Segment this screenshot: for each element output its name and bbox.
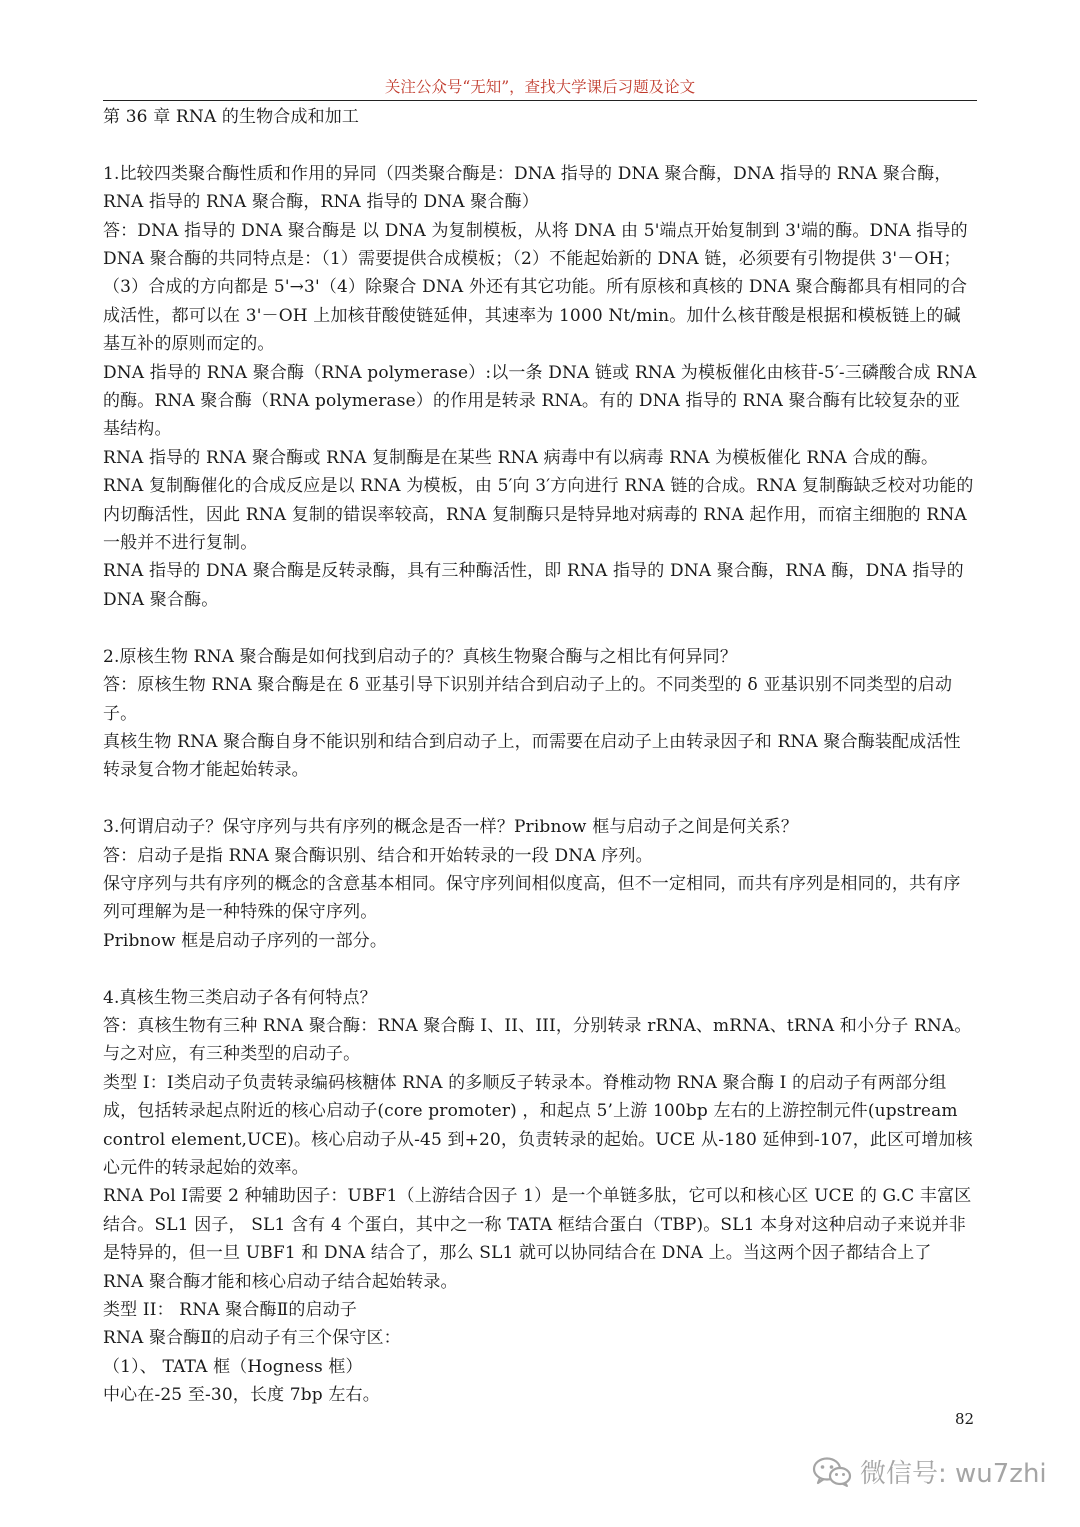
page-header: 关注公众号“无知”，查找大学课后习题及论文 [384,78,696,96]
answer-4-para-1: 答：真核生物有三种 RNA 聚合酶：RNA 聚合酶 I、II、III，分别转录 rRNA、mRNA、tRNA 和小分子 RNA。与之对应，有三种类型的启动子。 [103,1015,972,1065]
wechat-watermark [812,1453,1047,1490]
answer-2-para-2: 真核生物 RNA 聚合酶自身不能识别和结合到启动子上，而需要在启动子上由转录因子和 RNA 聚合酶装配成活性转录复合物才能起始转录。 [103,731,961,781]
answer-3-para-2: 保守序列与共有序列的概念的含意基本相同。保守序列间相似度高，但不一定相同，而共有序列是相同的，共有序列可理解为是一种特殊的保守序列。 [103,873,961,923]
section-gap [103,131,977,159]
answer-3-para-3: Pribnow 框是启动子序列的一部分。 [103,930,388,951]
section-1 [103,160,977,615]
answer-2-para-1: 答：原核生物 RNA 聚合酶是在 δ 亚基引导下识别并结合到启动子上的。不同类型的 δ 亚基识别不同类型的启动子。 [103,675,953,724]
answer-4-para-7: 中心在-25 至-30，长度 7bp 左右。 [103,1385,380,1406]
section-3 [103,813,977,955]
answer-1-para-2: DNA 指导的 RNA 聚合酶（RNA polymerase）:以一条 DNA 链或 RNA 为模板催化由核苷-5′-三磷酸合成 RNA 的酶。RNA 聚合酶（RNA polymerase）的作用是转录 RNA。有的 DNA 指导的 RNA 聚合酶有比较复杂的亚基结构。 [103,362,977,440]
section-gap [103,785,977,813]
section-gap [103,614,977,642]
question-2: 2.原核生物 RNA 聚合酶是如何找到启动子的？真核生物聚合酶与之相比有何异同？ [103,646,737,667]
answer-1-para-4: RNA 指导的 DNA 聚合酶是反转录酶，具有三种酶活性，即 RNA 指导的 DNA 聚合酶，RNA 酶，DNA 指导的 DNA 聚合酶。 [103,561,964,610]
header-rule [103,100,977,101]
answer-1-para-3: RNA 指导的 RNA 聚合酶或 RNA 复制酶是在某些 RNA 病毒中有以病毒 RNA 为模板催化 RNA 合成的酶。RNA 复制酶催化的合成反应是以 RNA 为模板，由 5′向 3′方向进行 RNA 链的合成。RNA 复制酶缺乏校对功能的内切酶活性，因此 RNA 复制的错误率较高，RNA 复制酶只是特异地对病毒的 RNA 起作用，而宿主细胞的 RNA 一般并不进行复制。 [103,447,974,554]
section-gap [103,955,977,983]
answer-4-para-2: 类型 I：Ⅰ类启动子负责转录编码核糖体 RNA 的多顺反子转录本。脊椎动物 RNA 聚合酶 I 的启动子有两部分组成，包括转录起点附近的核心启动子(core promoter) ，和起点 5’上游 100bp 左右的上游控制元件(upstream control element,UCE)。核心启动子从-45 到+20，负责转录的起始。UCE 从-180 延伸到-107，此区可增加核心元件的转录起始的效率。 [103,1072,973,1178]
answer-3-para-1: 答：启动子是指 RNA 聚合酶识别、结合和开始转录的一段 DNA 序列。 [103,845,653,866]
section-4 [103,984,977,1410]
section-2 [103,643,977,785]
answer-4-para-5: RNA 聚合酶Ⅱ的启动子有三个保守区： [103,1328,401,1349]
question-3: 3.何谓启动子？保守序列与共有序列的概念是否一样？Pribnow 框与启动子之间是何关系？ [103,817,798,838]
answer-4-para-3: RNA Pol Ⅰ需要 2 种辅助因子：UBF1（上游结合因子 1）是一个单链多肽，它可以和核心区 UCE 的 G.C 丰富区结合。SL1 因子， SL1 含有 4 个蛋白，其中之一称 TATA 框结合蛋白（TBP)。SL1 本身对这种启动子来说并非是特异的，但一旦 UBF1 和 DNA 结合了，那么 SL1 就可以协同结合在 DNA 上。当这两个因子都结合上了 RNA 聚合酶才能和核心启动子结合起始转录。 [103,1186,972,1292]
chapter-title: 第 36 章 RNA 的生物合成和加工 [103,107,360,127]
question-4: 4.真核生物三类启动子各有何特点？ [103,987,377,1008]
answer-1-para-1: 答：DNA 指导的 DNA 聚合酶是 以 DNA 为复制模板，从将 DNA 由 5'端点开始复制到 3'端的酶。DNA 指导的 DNA 聚合酶的共同特点是：（1）需要提供合成模板；（2）不能起始新的 DNA 链，必须要有引物提供 3'－OH；（3）合成的方向都是 5'→3'（4）除聚合 DNA 外还有其它功能。所有原核和真核的 DNA 聚合酶都具有相同的合成活性，都可以在 3'－OH 上加核苷酸使链延伸，其速率为 1000 Nt/min。加什么核苷酸是根据和模板链上的碱基互补的原则而定的。 [103,220,968,355]
answer-4-para-6: （1）、 TATA 框（Hogness 框） [103,1356,363,1377]
document-body [103,103,977,1410]
watermark-text: 微信号: wu7zhi [860,1459,1047,1489]
answer-4-para-4: 类型 II： RNA 聚合酶Ⅱ的启动子 [103,1300,357,1320]
wechat-icon [812,1456,852,1488]
page-number: 82 [955,1410,975,1428]
question-1: 1.比较四类聚合酶性质和作用的异同（四类聚合酶是：DNA 指导的 DNA 聚合酶，DNA 指导的 RNA 聚合酶，RNA 指导的 RNA 聚合酶，RNA 指导的 DNA 聚合酶） [103,163,952,213]
